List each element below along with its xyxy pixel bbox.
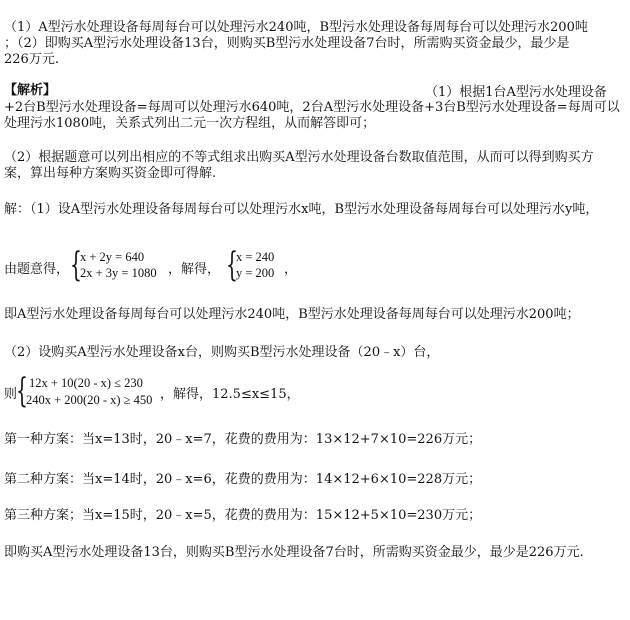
answer-line-1: 即A型污水处理设备每周每台可以处理污水240吨，B型污水处理设备每周每台可以处理污水200吨； [4,307,580,322]
analysis-line-5: 案，算出每种方案购买资金即可得解. [4,166,217,181]
left-brace-icon: { [70,245,82,285]
solution-system [226,245,286,285]
inequality-intro: 则 [4,387,18,402]
solution-y: y = 200 [236,266,275,280]
analysis-line-2: +2台B型污水处理设备=每周可以处理污水640吨，2台A型污水处理设备+3台B型污水处理设备=每周可以 [4,100,620,115]
problem-line-1: （1）A型污水处理设备每周每台可以处理污水240吨，B型污水处理设备每周每台可以处理污水200吨 [4,20,588,35]
equation-1: x + 2y = 640 [80,250,145,264]
equation-intro: 由题意得， [4,262,70,277]
conclusion: 即购买A型污水处理设备13台，则购买B型污水处理设备7台时，所需购买资金最少，最少是226万元. [4,545,584,560]
part2-line: （2）设购买A型污水处理设备x台，则购买B型污水处理设备（20﹣x）台， [4,345,440,360]
left-brace-icon-2: { [226,245,238,285]
left-brace-icon-3: { [16,371,28,411]
problem-line-2: ；（2）即购买A型污水处理设备13台，则购买B型污水处理设备7台时，所需购买资金最少，最少是 [4,36,570,51]
equation-system [70,245,180,285]
problem-line-3: 226万元. [4,52,59,67]
analysis-line-3: 处理污水1080吨，关系式列出二元一次方程组，从而解答即可； [4,116,376,131]
inequality-system [16,371,176,411]
inequality-2: 240x + 200(20 - x) ≥ 450 [26,393,153,407]
plan-3: 第三种方案；当x=15时，20﹣x=5，花费的费用为：15×12+5×10=230万元； [4,508,482,523]
equation-2: 2x + 3y = 1080 [80,266,157,280]
plan-1: 第一种方案：当x=13时，20﹣x=7，花费的费用为：13×12+7×10=226万元； [4,432,482,447]
analysis-line-1: （1）根据1台A型污水处理设备 [425,85,607,100]
inequality-1: 12x + 10(20 - x) ≤ 230 [29,376,143,390]
analysis-label: 【解析】 [4,83,57,98]
solution-end: ， [284,262,298,277]
solution-x: x = 240 [236,250,275,264]
analysis-line-4: （2）根据题意可以列出相应的不等式组求出购买A型污水处理设备台数取值范围，从而可以得到购买方 [4,150,594,165]
inequality-result: ，解得，12.5≤x≤15， [160,387,300,402]
solve-text: ，解得， [168,262,221,277]
solution-line-1: 解：（1）设A型污水处理设备每周每台可以处理污水x吨，B型污水处理设备每周每台可以处理污水y吨， [4,202,599,217]
plan-2: 第二种方案：当x=14时，20﹣x=6，花费的费用为：14×12+6×10=228万元； [4,472,482,487]
